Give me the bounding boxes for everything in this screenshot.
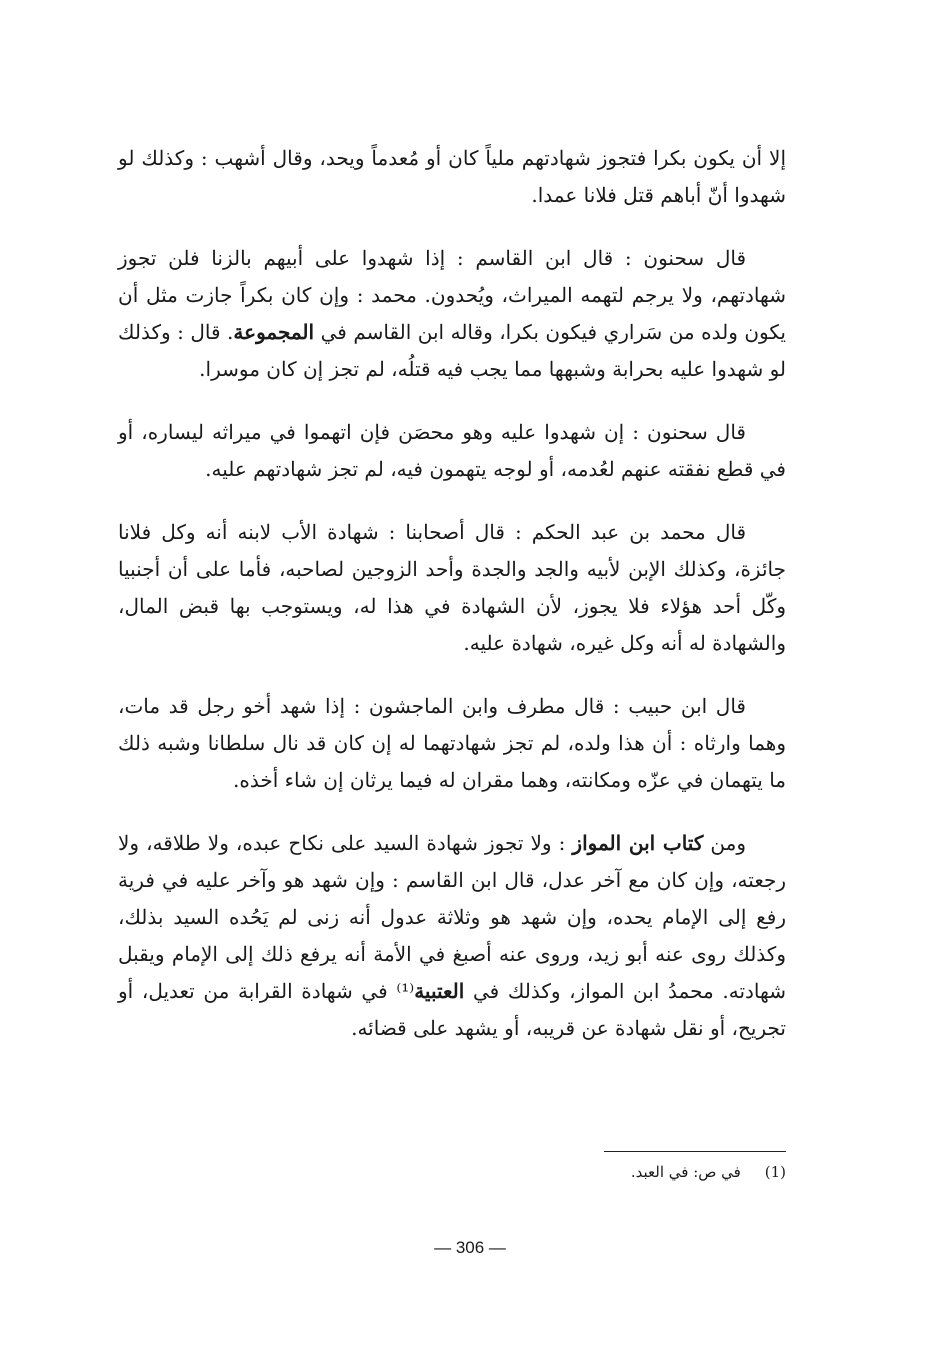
bold-term: العتبية [414,979,465,1003]
footnote [560,1160,786,1184]
paragraph [118,688,786,799]
text-segment: قال محمد بن عبد الحكم : قال أصحابنا : شهادة الأب لابنه أنه وكل فلانا جائزة، وكذلك الإبن لأبيه والجد والجدة وأحد الزوجين لصاحبه، فأما على أن أجنبيا وكّل أحد هؤلاء فلا يجوز، لأن الشهادة في هذا له، ويستوجب بها قبض المال، والشهادة له أنه وكل غيره، شهادة عليه. [118,520,786,655]
text-segment: قال ابن حبيب : قال مطرف وابن الماجشون : إذا شهد أخو رجل قد مات، وهما وارثاه : أن هذا ولده، لم تجز شهادتهما له إن كان قد نال سلطانا وشبه ذلك ما يتهمان في عزّه ومكانته، وهما مقران له فيما يرثان إن شاء أخذه. [118,694,786,792]
text-segment: . قال : وكذلك لو شهدوا عليه بحرابة وشبهها مما يجب فيه قتلُه، لم تجز إن كان موسرا. [118,320,786,381]
paragraph [118,514,786,662]
bold-term: المجموعة [233,320,315,344]
page-number: — 306 — [434,1238,506,1257]
paragraph [118,825,786,1047]
text-segment: ⁽¹⁾ [396,979,415,1003]
text-segment: في شهادة القرابة من تعديل، أو تجريح، أو نقل شهادة عن قريبه، أو يشهد على قضائه. [118,979,786,1040]
footnote-marker: (1) [764,1163,786,1181]
text-segment: قال سحنون : إن شهدوا عليه وهو محصَن فإن اتهموا في ميراثه ليساره، أو في قطع نفقته عنهم لعُدمه، أو لوجه يتهمون فيه، لم تجز شهادتهم عليه. [118,420,786,481]
body-text [118,140,786,1073]
text-segment: ومن [703,831,747,855]
text-segment: قال سحنون : قال ابن القاسم : إذا شهدوا على أبيهم بالزنا فلن تجوز شهادتهم، ولا يرجم لتهمه الميراث، ويُحدون. محمد : وإن كان بكراً جازت مثل أن يكون ولده من سَراري فيكون بكرا، وقاله ابن القاسم في [118,246,786,344]
text-segment: إلا أن يكون بكرا فتجوز شهادتهم ملياً كان أو مُعدماً ويحد، وقال أشهب : وكذلك لو شهدوا أنّ أباهم قتل فلانا عمدا. [118,146,786,207]
paragraph [118,140,786,214]
footnote-divider [604,1151,786,1152]
paragraph [118,240,786,388]
bold-term: كتاب ابن المواز [572,831,704,855]
text-segment: : ولا تجوز شهادة السيد على نكاح عبده، ولا طلاقه، ولا رجعته، وإن كان مع آخر عدل، قال ابن القاسم : وإن شهد هو وآخر عليه في فرية رفع إلى الإمام يحده، وإن شهد هو وثلاثة عدول أنه زنى لم يَحُده السيد بذلك، وكذلك روى عنه أبو زيد، وروى عنه أصبغ في الأمة أنه يرفع ذلك إلى الإمام ويقبل شهادته. محمدُ ابن المواز، وكذلك في [118,831,786,1003]
footnote-text: في ص: في العبد. [630,1163,741,1181]
paragraph [118,414,786,488]
